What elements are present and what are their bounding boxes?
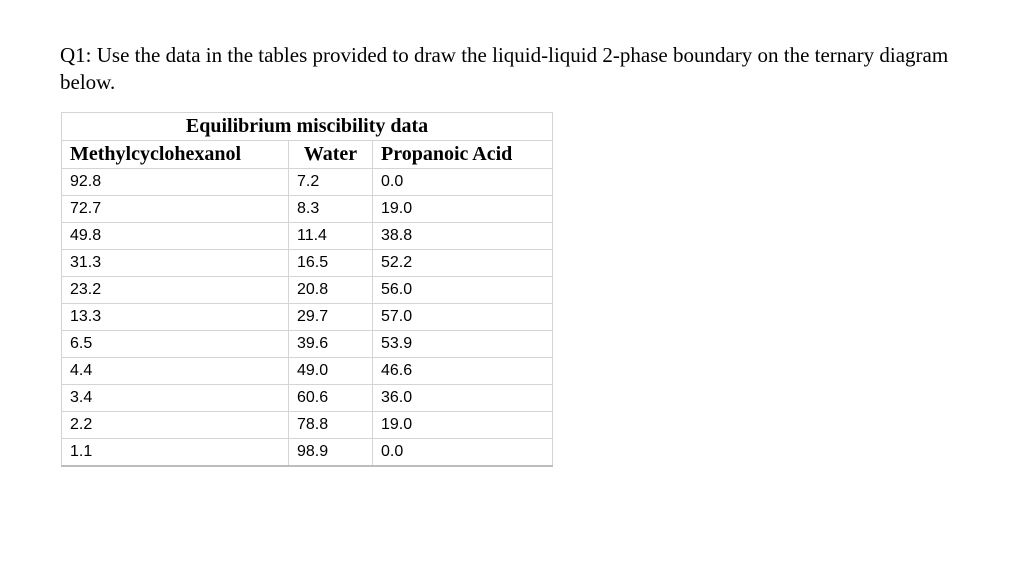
propanoic-acid-cell: 53.9 [373,331,553,358]
water-cell: 60.6 [289,385,373,412]
table-row [62,331,553,358]
propanoic-acid-cell: 52.2 [373,250,553,277]
methylcyclohexanol-cell: 4.4 [62,358,289,385]
propanoic-acid-cell: 38.8 [373,223,553,250]
water-cell: 49.0 [289,358,373,385]
methylcyclohexanol-cell: 2.2 [62,412,289,439]
propanoic-acid-cell: 56.0 [373,277,553,304]
table-row [62,196,553,223]
table-row [62,358,553,385]
methylcyclohexanol-cell: 13.3 [62,304,289,331]
water-cell: 11.4 [289,223,373,250]
miscibility-table-container [61,112,552,467]
propanoic-acid-cell: 19.0 [373,412,553,439]
table-caption-row [62,113,553,141]
table-row [62,385,553,412]
propanoic-acid-cell: 36.0 [373,385,553,412]
methylcyclohexanol-cell: 31.3 [62,250,289,277]
water-cell: 20.8 [289,277,373,304]
water-cell: 39.6 [289,331,373,358]
propanoic-acid-cell: 57.0 [373,304,553,331]
water-cell: 8.3 [289,196,373,223]
methylcyclohexanol-cell: 23.2 [62,277,289,304]
water-cell: 16.5 [289,250,373,277]
propanoic-acid-cell: 19.0 [373,196,553,223]
methylcyclohexanol-cell: 72.7 [62,196,289,223]
question-text: Q1: Use the data in the tables provided to draw the liquid-liquid 2-phase boundary on the ternary diagram below. [60,43,949,94]
table-row [62,277,553,304]
table-body [62,169,553,466]
table-row [62,439,553,466]
table-row [62,169,553,196]
column-header-water: Water [289,141,373,169]
methylcyclohexanol-cell: 6.5 [62,331,289,358]
miscibility-table [61,112,553,467]
column-header-methylcyclohexanol: Methylcyclohexanol [62,141,289,169]
methylcyclohexanol-cell: 92.8 [62,169,289,196]
water-cell: 98.9 [289,439,373,466]
table-header-row [62,141,553,169]
propanoic-acid-cell: 46.6 [373,358,553,385]
table-caption: Equilibrium miscibility data [62,113,553,141]
table-row [62,304,553,331]
methylcyclohexanol-cell: 1.1 [62,439,289,466]
table-row [62,412,553,439]
propanoic-acid-cell: 0.0 [373,169,553,196]
column-header-propanoic-acid: Propanoic Acid [373,141,553,169]
water-cell: 29.7 [289,304,373,331]
table-row [62,250,553,277]
water-cell: 7.2 [289,169,373,196]
methylcyclohexanol-cell: 3.4 [62,385,289,412]
methylcyclohexanol-cell: 49.8 [62,223,289,250]
propanoic-acid-cell: 0.0 [373,439,553,466]
water-cell: 78.8 [289,412,373,439]
table-row [62,223,553,250]
